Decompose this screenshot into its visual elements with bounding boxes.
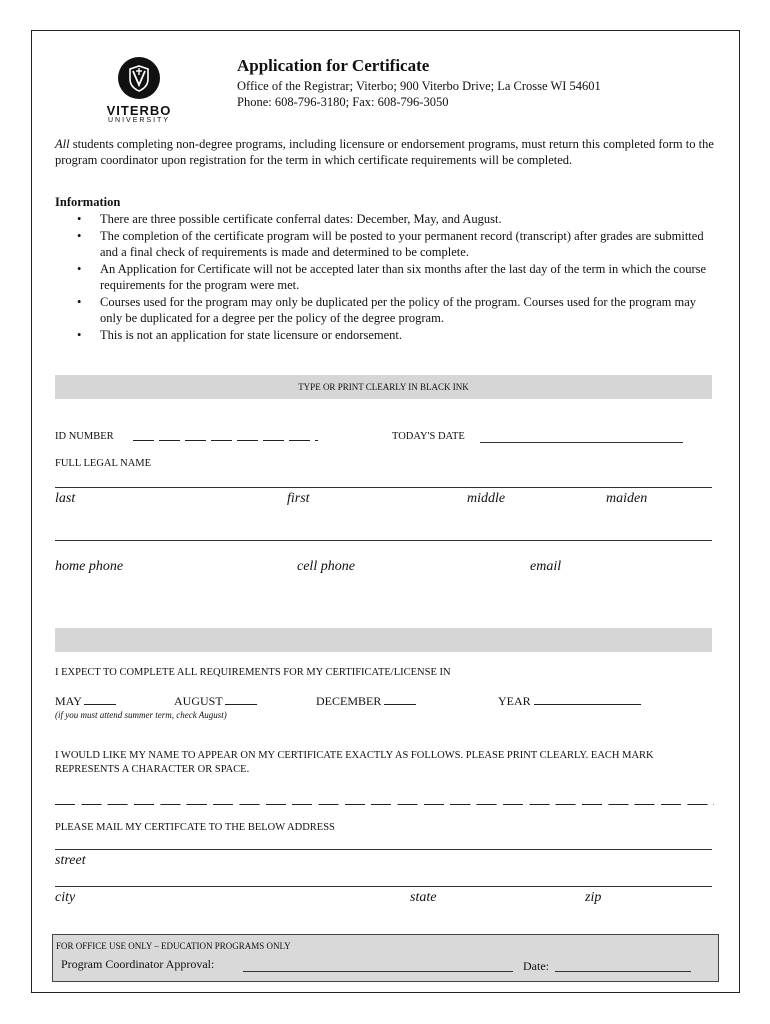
certificate-name-character-field[interactable] <box>55 793 714 805</box>
cell-phone-caption: cell phone <box>297 559 355 574</box>
id-number-label: ID NUMBER <box>55 431 114 442</box>
office-address: Office of the Registrar; Viterbo; 900 Viterbo Drive; La Crosse WI 54601 <box>237 79 601 93</box>
full-legal-name-field[interactable] <box>55 487 712 488</box>
id-number-field[interactable] <box>133 429 318 441</box>
city-caption: city <box>55 890 76 905</box>
august-blank[interactable] <box>225 694 257 705</box>
section-banner: TYPE OR PRINT CLEARLY IN BLACK INK <box>55 375 712 399</box>
city-state-zip-field[interactable] <box>55 886 712 887</box>
year-option[interactable] <box>498 694 641 709</box>
office-phone: Phone: 608-796-3180; Fax: 608-796-3050 <box>237 95 449 109</box>
home-phone-caption: home phone <box>55 559 124 574</box>
information-heading: Information <box>55 195 121 209</box>
section-banner-2 <box>55 628 712 652</box>
may-blank[interactable] <box>84 694 116 705</box>
form-title: Application for Certificate <box>237 56 430 75</box>
intro-text: students completing non-degree programs, including licensure or endorsement programs, must return this completed form to the program coordinator upon registration for the term in which certificate requirements will be completed. <box>55 137 714 167</box>
email-caption: email <box>530 559 562 574</box>
information-list <box>55 211 720 343</box>
maiden-name-caption: maiden <box>606 491 648 506</box>
year-label: YEAR <box>498 694 531 708</box>
office-use-heading: FOR OFFICE USE ONLY – EDUCATION PROGRAMS ONLY <box>56 941 291 951</box>
logo-subtitle: UNIVERSITY <box>107 117 170 124</box>
intro-paragraph <box>55 136 715 168</box>
august-option[interactable] <box>174 694 257 709</box>
last-name-caption: last <box>55 491 76 506</box>
december-label: DECEMBER <box>316 694 382 708</box>
december-blank[interactable] <box>384 694 416 705</box>
application-form <box>31 30 740 993</box>
middle-name-caption: middle <box>467 491 506 506</box>
full-legal-name-label: FULL LEGAL NAME <box>55 458 152 469</box>
intro-lead: All <box>55 137 70 151</box>
todays-date-field[interactable] <box>480 442 683 443</box>
office-date-label: Date: <box>523 959 549 973</box>
list-item: • There are three possible certificate conferral dates: December, May, and August. <box>55 211 720 228</box>
name-appear-instruction: I WOULD LIKE MY NAME TO APPEAR ON MY CERTIFICATE EXACTLY AS FOLLOWS. PLEASE PRINT CLEARLY. EACH MARK REPRESENTS A CHARACTER OR SPACE. <box>55 750 654 775</box>
office-info <box>237 78 601 110</box>
list-item: • The completion of the certificate program will be posted to your permanent record (transcript) after grades are submitted and a final check of requirements is made and determined to be complete. <box>55 228 720 261</box>
august-label: AUGUST <box>174 694 223 708</box>
street-caption: street <box>55 853 86 868</box>
todays-date-label: TODAY'S DATE <box>392 431 465 442</box>
office-date-field[interactable] <box>555 971 691 972</box>
may-option[interactable] <box>55 694 116 709</box>
list-item: • An Application for Certificate will not be accepted later than six months after the last day of the term in which the course requirements for the program were met. <box>55 261 720 294</box>
year-blank[interactable] <box>534 694 641 705</box>
mail-address-label: PLEASE MAIL MY CERTIFCATE TO THE BELOW ADDRESS <box>55 822 335 833</box>
shield-crest-icon <box>116 55 162 101</box>
first-name-caption: first <box>287 491 310 506</box>
list-item: • This is not an application for state licensure or endorsement. <box>55 327 720 344</box>
list-item: • Courses used for the program may only be duplicated per the policy of the program. Courses used for the program may only be duplicated for a degree per the policy of the degree program. <box>55 294 720 327</box>
zip-caption: zip <box>585 890 602 905</box>
street-field[interactable] <box>55 849 712 850</box>
coordinator-approval-field[interactable] <box>243 971 513 972</box>
contact-field[interactable] <box>55 540 712 541</box>
logo-name: VITERBO <box>106 103 172 118</box>
expect-complete-label: I EXPECT TO COMPLETE ALL REQUIREMENTS FOR MY CERTIFICATE/LICENSE IN <box>55 667 451 678</box>
university-logo <box>94 55 184 124</box>
summer-note: (if you must attend summer term, check August) <box>55 710 227 720</box>
coordinator-approval-label: Program Coordinator Approval: <box>61 957 215 971</box>
office-use-box <box>52 934 719 982</box>
state-caption: state <box>410 890 437 905</box>
december-option[interactable] <box>316 694 416 709</box>
may-label: MAY <box>55 694 82 708</box>
